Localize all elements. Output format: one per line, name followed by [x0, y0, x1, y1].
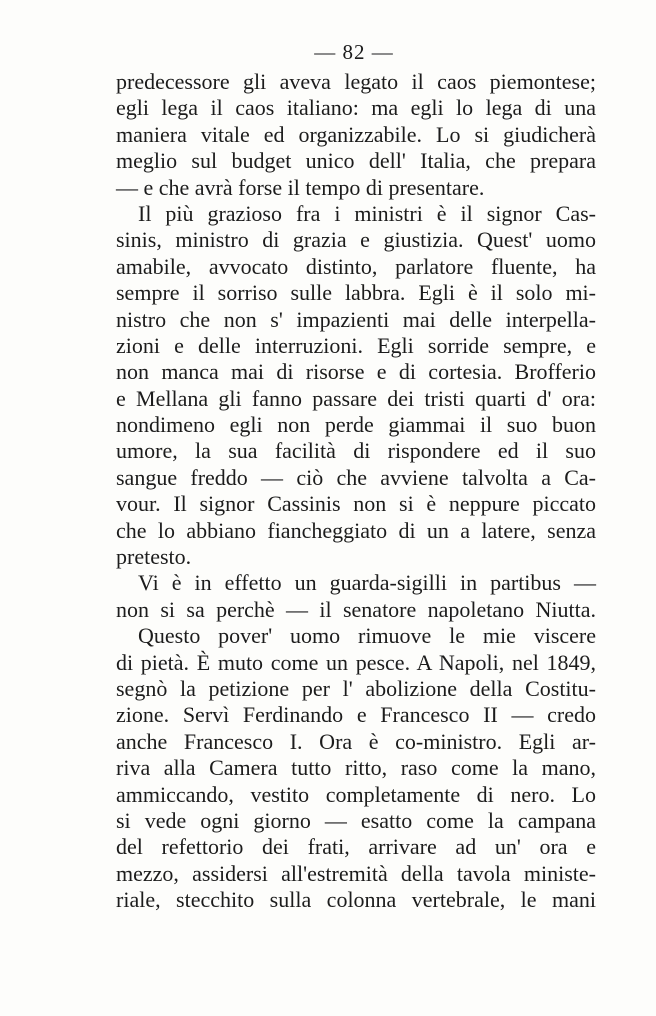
text-line: del refettorio dei frati, arrivare ad un' ora e: [116, 834, 596, 860]
text-line: nondimeno egli non perde giammai il suo buon: [116, 412, 596, 438]
text-line: e Mellana gli fanno passare dei tristi quarti d' ora:: [116, 385, 596, 411]
text-line: sangue freddo — ciò che avviene talvolta a Ca-: [116, 464, 596, 490]
text-line: di pietà. È muto come un pesce. A Napoli, nel 1849,: [116, 649, 596, 675]
text-line: mezzo, assidersi all'estremità della tavola ministe-: [116, 860, 596, 886]
body-text: [116, 69, 596, 914]
text-line: zioni e delle interruzioni. Egli sorride sempre, e: [116, 332, 596, 358]
text-line: predecessore gli aveva legato il caos piemontese;: [116, 69, 596, 94]
text-line: Il più grazioso fra i ministri è il signor Cas-: [138, 200, 596, 226]
text-line: meglio sul budget unico dell' Italia, che prepara: [116, 148, 596, 174]
text-line: riva alla Camera tutto ritto, raso come la mano,: [116, 755, 596, 781]
page-number: — 82 —: [314, 40, 394, 64]
text-line: umore, la sua facilità di rispondere ed il suo: [116, 438, 596, 464]
text-line: maniera vitale ed organizzabile. Lo si giudicherà: [116, 121, 596, 147]
text-line: non manca mai di risorse e di cortesia. Brofferio: [116, 359, 596, 385]
text-line: zione. Servì Ferdinando e Francesco II — credo: [116, 702, 596, 728]
text-line: vour. Il signor Cassinis non si è neppure piccato: [116, 491, 596, 517]
text-line: Questo pover' uomo rimuove le mie viscere: [138, 623, 596, 649]
text-line: egli lega il caos italiano: ma egli lo lega di una: [116, 95, 596, 121]
text-line: riale, stecchito sulla colonna vertebrale, le mani: [116, 887, 596, 913]
text-line: ammiccando, vestito completamente di nero. Lo: [116, 781, 596, 807]
text-line: che lo abbiano fiancheggiato di un a latere, senza: [116, 517, 596, 543]
text-line: pretesto.: [116, 544, 192, 570]
text-line: sinis, ministro di grazia e giustizia. Quest' uomo: [116, 227, 596, 253]
text-line: amabile, avvocato distinto, parlatore fluente, ha: [116, 253, 596, 279]
text-line: non si sa perchè — il senatore napoletano Niutta.: [116, 596, 596, 622]
text-line: anche Francesco I. Ora è co-ministro. Egli ar-: [116, 728, 596, 754]
text-line: sempre il sorriso sulle labbra. Egli è il solo mi-: [116, 280, 596, 306]
text-line: segnò la petizione per l' abolizione della Costitu-: [116, 675, 596, 701]
text-line: si vede ogni giorno — esatto come la campana: [116, 807, 596, 833]
text-line: Vi è in effetto un guarda-sigilli in partibus —: [138, 570, 596, 596]
text-line: — e che avrà forse il tempo di presentare.: [116, 174, 485, 200]
text-line: nistro che non s' impazienti mai delle interpella-: [116, 306, 596, 332]
